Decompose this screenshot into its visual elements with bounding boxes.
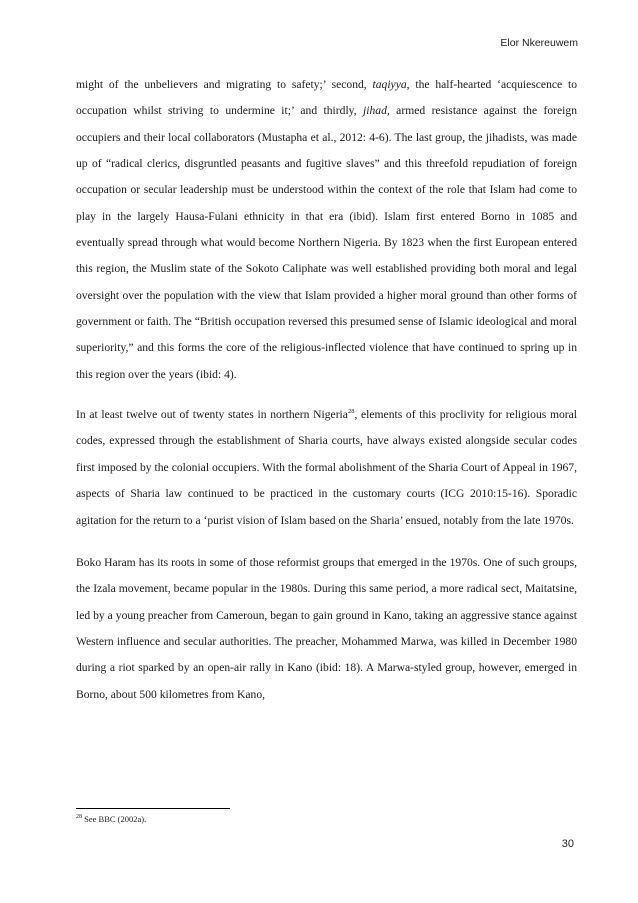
body-text bbox=[76, 72, 577, 725]
paragraph-text: might of the unbelievers and migrating to safety;’ second, bbox=[76, 78, 373, 91]
italic-term: taqiyya bbox=[372, 78, 407, 91]
paragraph-text: armed resistance against the foreign occupiers and their local collaborators (Mustapha et al., 2012: 4-6). The last group, the jihadists, was made up of “radical clerics, disgruntled peasants and fugitive slaves” and this threefold repudiation of foreign occupation or secular leadership must be understood within the context of the role that Islam had come to play in the largely Hausa-Fulani ethnicity in that era (ibid). Islam first entered Borno in 1085 and eventually spread through what would become Northern Nigeria. By 1823 when the first European entered this region, the Muslim state of the Sokoto Caliphate was well established providing both moral and legal oversight over the population with the view that Islam provided a higher moral ground than other forms of government or faith. The “British occupation reversed this presumed sense of Islamic ideological and moral superiority,” and this forms the core of the religious-inflected violence that have continued to spring up in this region over the years (ibid: 4). bbox=[76, 104, 577, 381]
footnote bbox=[76, 814, 146, 824]
paragraph bbox=[76, 550, 577, 708]
footnote-separator bbox=[76, 808, 230, 809]
paragraph-text: , elements of this proclivity for religious moral codes, expressed through the establishment of Sharia courts, have always existed alongside secular codes first imposed by the colonial occupiers. With the formal abolishment of the Sharia Court of Appeal in 1967, aspects of Sharia law continued to be practiced in the customary courts (ICG 2010:15-16). Sporadic agitation for the return to a ‘purist vision of Islam based on the Sharia’ ensued, notably from the late 1970s. bbox=[76, 408, 577, 527]
footnote-number: 28 bbox=[76, 814, 82, 821]
page-number: 30 bbox=[561, 838, 574, 850]
italic-term: jihad, bbox=[363, 104, 390, 118]
paragraph bbox=[76, 72, 577, 388]
footnote-text: See BBC (2002a). bbox=[82, 814, 147, 824]
running-header-author: Elor Nkereuwem bbox=[500, 37, 578, 49]
footnote-reference[interactable]: 28 bbox=[347, 408, 355, 416]
paragraph-text: In at least twelve out of twenty states in northern Nigeria bbox=[76, 408, 348, 422]
paragraph bbox=[76, 402, 577, 534]
paragraph-text: , the half-hearted ‘acquiescence to occupation whilst striving to undermine it;’ and thirdly, bbox=[76, 78, 577, 118]
paragraph-text: Boko Haram has its roots in some of those reformist groups that emerged in the 1970s. One of such groups, the Izala movement, became popular in the 1980s. During this same period, a more radical sect, Maitatsine, led by a young preacher from Cameroun, began to gain ground in Kano, taking an aggressive stance against Western influence and secular authorities. The preacher, Mohammed Marwa, was killed in December 1980 during a riot sparked by an open-air rally in Kano (ibid: 18). A Marwa-styled group, however, emerged in Borno, about 500 kilometres from Kano, bbox=[76, 555, 577, 701]
